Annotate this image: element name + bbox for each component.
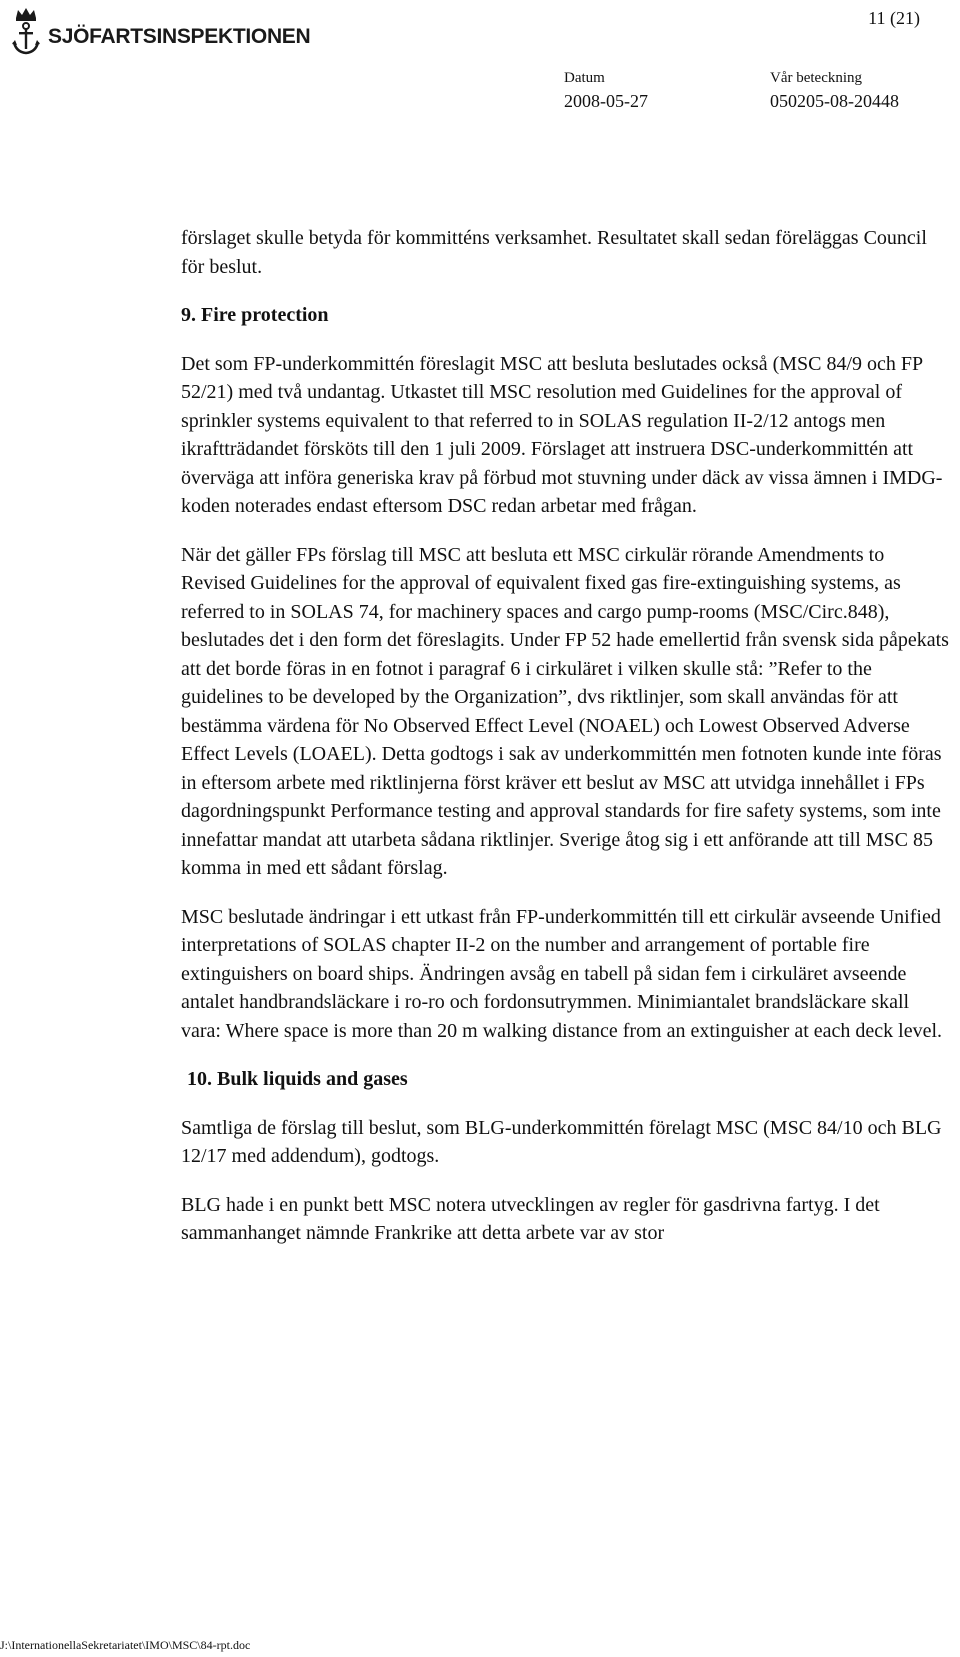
section-heading-bulk-liquids: 10. Bulk liquids and gases bbox=[187, 1068, 408, 1090]
paragraph-intro: förslaget skulle betyda för kommitténs verksamhet. Resultatet skall sedan föreläggas Council för beslut. bbox=[181, 227, 927, 278]
paragraph-fp-decisions: Det som FP-underkommittén föreslagit MSC att besluta beslutades också (MSC 84/9 och FP 52/21) med två undantag. Utkastet till MSC resolution med Guidelines for the approval of sprinkler systems equivalent to that referred to in SOLAS regulation II-2/12 antogs men ikraftträdandet försköts till den 1 juli 2009. Förslaget att instruera DSC-underkommittén att överväga att införa generiska krav på förbud mot stuvning under däck av vissa ämnen i IMDG-koden noterades endast eftersom DSC redan arbetar med frågan. bbox=[181, 352, 943, 517]
crown-anchor-emblem-icon bbox=[8, 6, 44, 58]
section-heading-fire-protection: 9. Fire protection bbox=[181, 304, 329, 326]
paragraph-fire-extinguishers: MSC beslutade ändringar i ett utkast från FP-underkommittén till ett cirkulär avseende Unified interpretations of SOLAS chapter II-2 on the number and arrangement of portable fire extinguishers on board ships. Ändringen avsåg en tabell på sidan fem i cirkuläret avseende antalet handbrandsläckare i ro-ro och fordonsutrymmen. Minimiantalet brandsläckare skall vara: Where space is more than 20 m walking distance from an extinguisher at each deck level. bbox=[181, 905, 943, 1042]
paragraph-fp-circular: När det gäller FPs förslag till MSC att besluta ett MSC cirkulär rörande Amendments to Revised Guidelines for the approval of equivalent fixed gas fire-extinguishing systems, as referred to in SOLAS 74, for machinery spaces and cargo pump-rooms (MSC/Circ.848), beslutades det i den form det föreslagits. Under FP 52 hade emellertid från svensk sida påpekats att det borde föras in en fotnot i paragraf 6 i cirkuläret i vilken skulle stå: ”Refer to the guidelines to be developed by the Organization”, dvs riktlinjer, som skall användas för att bestämma värdena för No Observed Effect Level (NOAEL) och Lowest Observed Adverse Effect Levels (LOAEL). Detta godtogs i sak av underkommittén men fotnoten kunde inte föras in eftersom arbete med riktlinjerna först kräver ett beslut av MSC att utvidga innehållet i FPs dagordningspunkt Performance testing and approval standards for fire safety systems, som inte innefattar mandat att utarbeta sådana riktlinjer. Sverige åtog sig i ett anförande att till MSC 85 komma in med ett sådant förslag. bbox=[181, 543, 949, 879]
paragraph-gas-fuelled-ships: BLG hade i en punkt bett MSC notera utvecklingen av regler för gasdrivna fartyg. I det sammanhanget nämnde Frankrike att detta arbete var av stor bbox=[181, 1193, 880, 1244]
reference-value: 050205-08-20448 bbox=[770, 91, 899, 111]
date-block bbox=[564, 68, 648, 114]
document-body bbox=[181, 224, 953, 1248]
date-label: Datum bbox=[564, 70, 605, 86]
file-path-footer: J:\InternationellaSekretariatet\IMO\MSC\84-rpt.doc bbox=[0, 1638, 251, 1652]
page-number: 11 (21) bbox=[868, 8, 920, 28]
reference-label: Vår beteckning bbox=[770, 70, 863, 86]
agency-name: SJÖFARTSINSPEKTIONEN bbox=[48, 25, 311, 48]
paragraph-blg-proposals: Samtliga de förslag till beslut, som BLG-underkommittén förelagt MSC (MSC 84/10 och BLG 12/17 med addendum), godtogs. bbox=[181, 1116, 942, 1167]
date-value: 2008-05-27 bbox=[564, 91, 648, 111]
agency-logo bbox=[8, 6, 310, 58]
reference-block bbox=[770, 68, 899, 114]
